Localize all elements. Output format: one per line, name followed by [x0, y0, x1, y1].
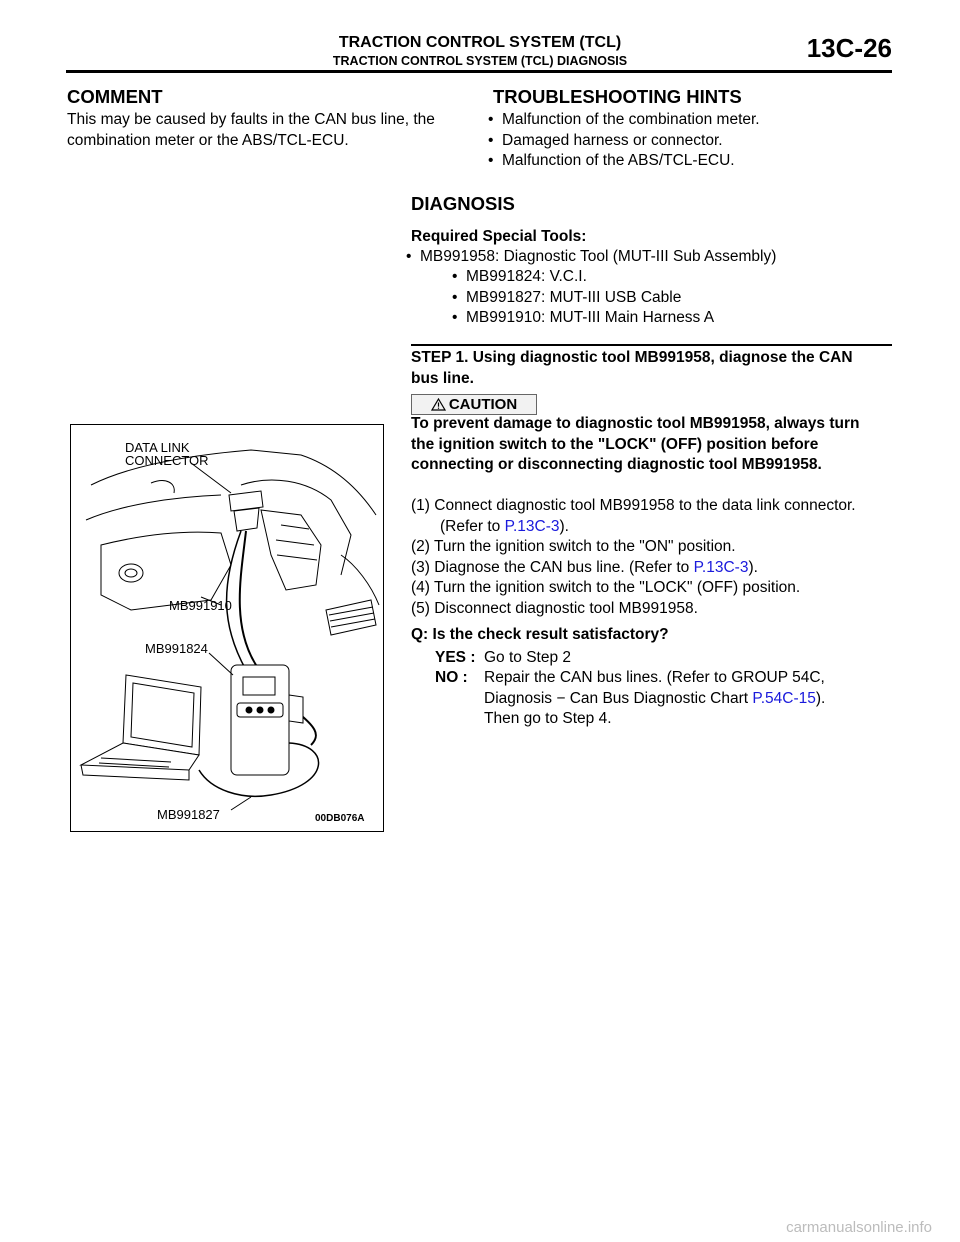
comment-heading: COMMENT [67, 86, 163, 107]
page-number: 13C-26 [806, 33, 892, 63]
header-title: TRACTION CONTROL SYSTEM (TCL) [338, 34, 622, 51]
list-item: • MB991958: Diagnostic Tool (MUT-III Sub Assembly) [402, 247, 882, 268]
yes-text: Go to Step 2 [484, 649, 572, 666]
list-item: • Malfunction of the combination meter. [484, 110, 884, 131]
procedure-step-5: (5) Disconnect diagnostic tool MB991958. [411, 599, 698, 617]
question: Q: Is the check result satisfactory? [411, 626, 669, 643]
caution-box [411, 394, 537, 415]
list-item: • MB991824: V.C.I. [448, 267, 878, 288]
no-label: NO : [435, 669, 468, 686]
comment-text: This may be caused by faults in the CAN bus line, the combination meter or the ABS/TCL-ECU. [67, 111, 435, 149]
page-link[interactable]: P.54C-15 [752, 689, 816, 707]
tools-sub [448, 267, 878, 329]
procedure-list [411, 496, 881, 619]
connection-illustration [71, 425, 383, 831]
page-link[interactable]: P.13C-3 [504, 517, 560, 535]
label-connector-line2: CONNECTOR [125, 453, 209, 468]
procedure-step-1 [411, 496, 881, 537]
no-text-then: Then go to Step 4. [484, 710, 612, 727]
procedure-step-3 [411, 558, 881, 579]
tools-label: Required Special Tools: [411, 228, 587, 245]
no-text-body: ). [815, 689, 826, 707]
figure-code: 00DB076A [315, 813, 365, 824]
list-item: • Damaged harness or connector. [484, 131, 884, 152]
list-item: • Malfunction of the ABS/TCL-ECU. [484, 151, 884, 172]
caution-label: CAUTION [448, 396, 518, 413]
page-link[interactable]: P.13C-3 [693, 558, 749, 576]
yes-label: YES : [435, 649, 476, 666]
header-rule [66, 70, 892, 73]
list-item: • MB991910: MUT-III Main Harness A [448, 308, 878, 329]
caution-text: To prevent damage to diagnostic tool MB991958, always turn the ignition switch to the "LOCK" (OFF) position before connecting or disconnecting diagnostic tool MB991958. [411, 415, 860, 473]
diagnosis-heading: DIAGNOSIS [411, 193, 515, 214]
step1-title: STEP 1. Using diagnostic tool MB991958, diagnose the CAN bus line. [411, 349, 853, 387]
no-text-body: Repair the CAN bus lines. (Refer to GROUP 54C, Diagnosis − Can Bus Diagnostic Chart [484, 669, 825, 707]
footer-watermark: carmanualsonline.info [786, 1219, 932, 1236]
label-connector-line1: DATA LINK [125, 440, 190, 455]
procedure-step-4: (4) Turn the ignition switch to the "LOCK" (OFF) position. [411, 579, 801, 596]
label-vci: MB991824 [145, 641, 208, 656]
procedure-text: ). [748, 558, 758, 576]
procedure-text: ). [559, 517, 569, 535]
no-text [484, 668, 882, 730]
label-harness: MB991910 [169, 598, 232, 613]
list-item: • MB991827: MUT-III USB Cable [448, 288, 878, 309]
label-usb-cable: MB991827 [157, 807, 220, 822]
header-subtitle: TRACTION CONTROL SYSTEM (TCL) DIAGNOSIS [332, 54, 628, 68]
procedure-step-2: (2) Turn the ignition switch to the "ON" position. [411, 538, 736, 555]
hints-heading: TROUBLESHOOTING HINTS [493, 86, 742, 107]
procedure-text: (1) Connect diagnostic tool MB991958 to the data link connector. (Refer to [411, 497, 856, 535]
hints-list [484, 110, 884, 172]
tools-main [402, 247, 882, 268]
diagnostic-connection-figure [70, 424, 384, 832]
procedure-text: (3) Diagnose the CAN bus line. (Refer to [411, 558, 694, 576]
step-rule [411, 344, 892, 346]
